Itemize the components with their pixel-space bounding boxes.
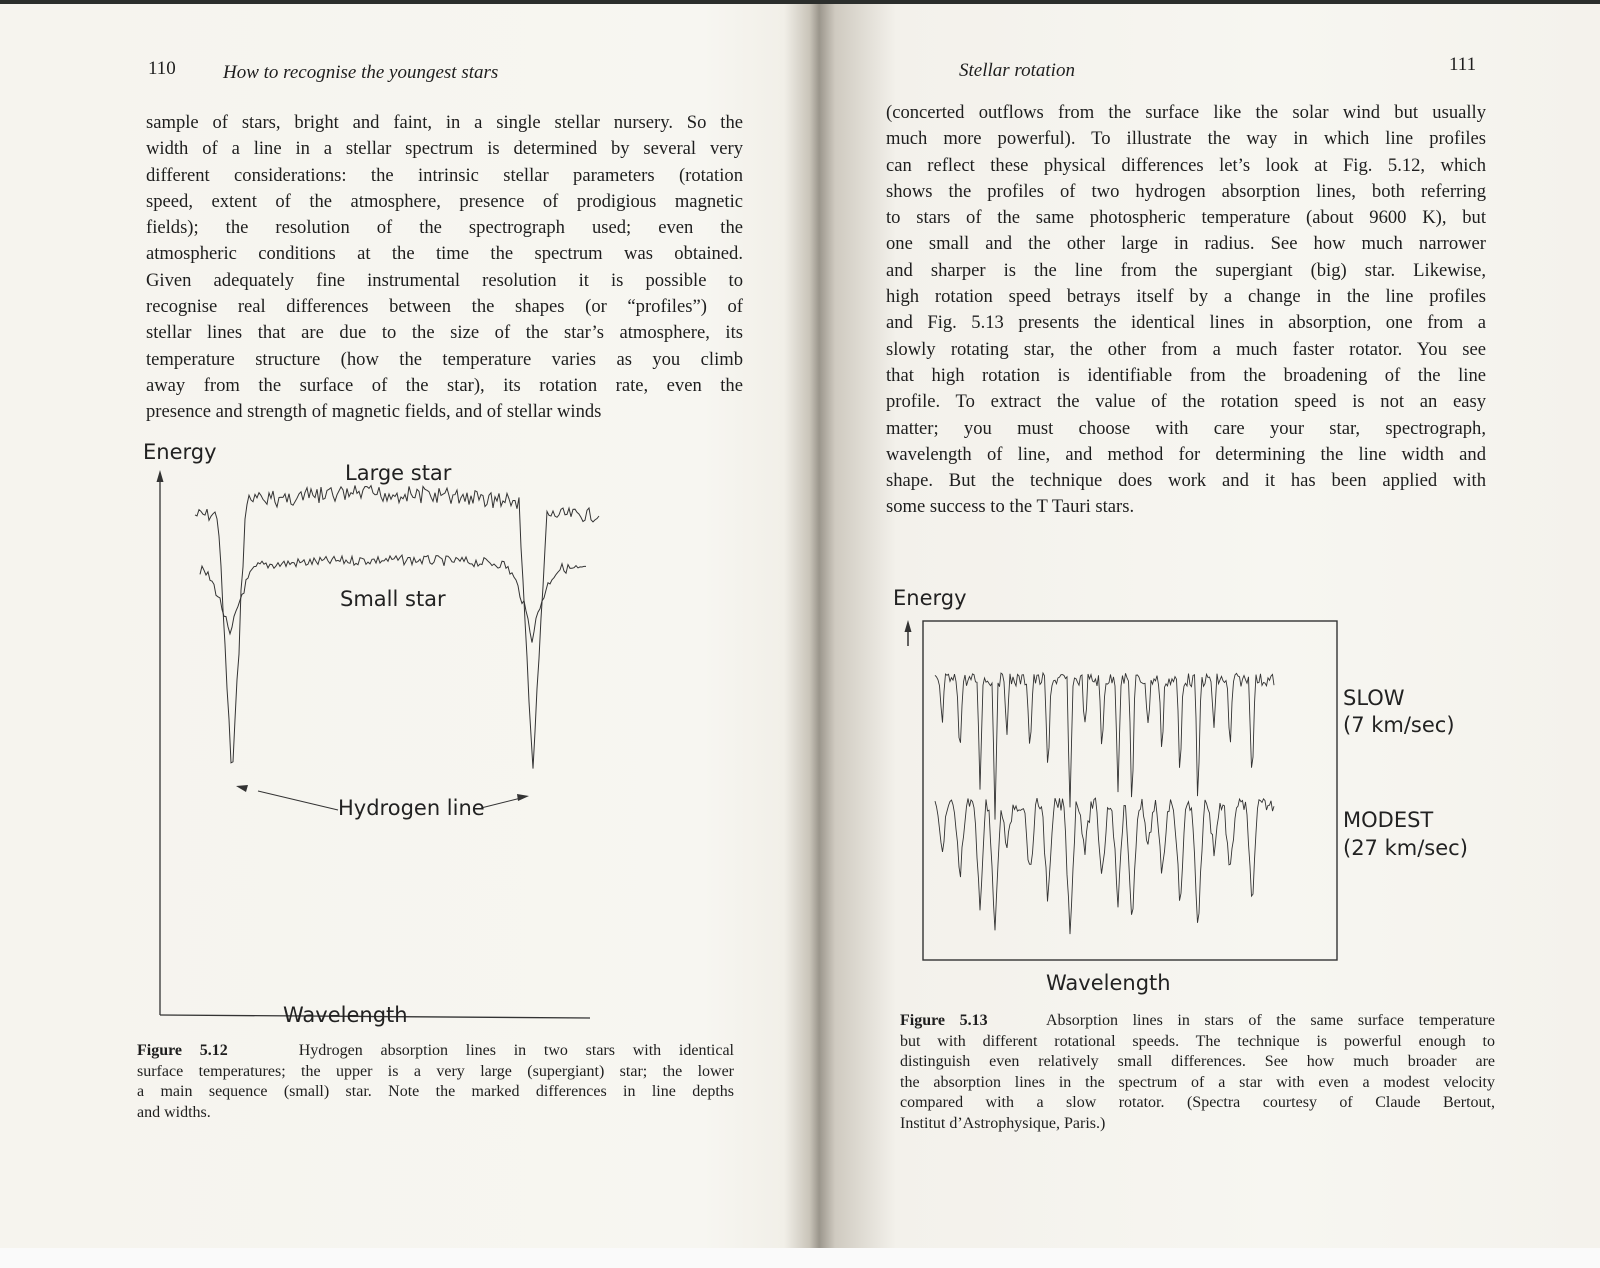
- text-line: shape. But the technique does work and it has been applied with: [886, 470, 1486, 492]
- arrowhead-right-icon: [517, 794, 529, 801]
- arrowhead-left-icon: [236, 785, 248, 792]
- scan-top-edge: [0, 0, 1600, 4]
- left-running-head-text: How to recognise the youngest stars: [223, 62, 499, 83]
- slow-speed-label: (7 km/sec): [1343, 713, 1455, 737]
- caption-line: Institut d’Astrophysique, Paris.): [900, 1114, 1106, 1132]
- text-line: different considerations: the intrinsic stellar parameters (rotation: [146, 164, 743, 186]
- small-star-label: Small star: [340, 587, 446, 611]
- caption-line: distinguish even relatively small differences. See how much broader are: [900, 1053, 1495, 1070]
- modest-label: MODEST: [1343, 808, 1434, 832]
- caption-line: a main sequence (small) star. Note the marked differences in line depths: [137, 1083, 734, 1100]
- caption-line: compared with a slow rotator. (Spectra courtesy of Claude Bertout,: [900, 1094, 1495, 1111]
- figure-5-13-caption: [900, 1011, 1495, 1134]
- slow-rotator-spectrum: [935, 673, 1274, 820]
- figure-number: Figure 5.12: [137, 1042, 228, 1059]
- caption-line: but with different rotational speeds. The technique is powerful enough to: [900, 1032, 1495, 1050]
- text-line: can reflect these physical differences let’s look at Fig. 5.12, which: [886, 154, 1486, 176]
- text-line: wavelength of line, and method for determining the line width and: [886, 443, 1486, 465]
- text-line: and sharper is the line from the supergiant (big) star. Likewise,: [886, 259, 1486, 281]
- left-paragraph: [146, 110, 743, 426]
- left-page-number: 110: [148, 58, 176, 79]
- text-line: shows the profiles of two hydrogen absorption lines, both referring: [886, 180, 1486, 202]
- text-line: one small and the other large in radius. See how much narrower: [886, 233, 1486, 255]
- right-paragraph: [886, 100, 1486, 521]
- slow-label: SLOW: [1343, 686, 1405, 710]
- fig512-x-label: Wavelength: [283, 1003, 408, 1027]
- fig513-frame: [923, 621, 1337, 960]
- text-line: temperature structure (how the temperature varies as you climb: [146, 348, 743, 370]
- caption-line: the absorption lines in the spectrum of a star with even a modest velocity: [900, 1073, 1495, 1091]
- modest-speed-label: (27 km/sec): [1343, 836, 1468, 860]
- text-line: that high rotation is identifiable from the broadening of the line: [886, 364, 1486, 386]
- right-running-head: [959, 60, 1075, 82]
- text-line: width of a line in a stellar spectrum is determined by several very: [146, 138, 743, 160]
- scan-bottom-edge: [0, 1248, 1600, 1268]
- text-line: and Fig. 5.13 presents the identical lines in absorption, one from a: [886, 312, 1486, 334]
- text-line: presence and strength of magnetic fields, and of stellar winds: [146, 401, 602, 423]
- hydrogen-line-label: Hydrogen line: [338, 796, 485, 820]
- fig512-y-label: Energy: [143, 440, 217, 464]
- caption-line: and widths.: [137, 1103, 211, 1121]
- caption-text: Absorption lines in stars of the same surface temperature: [1045, 1012, 1495, 1029]
- text-line: recognise real differences between the shapes (or “profiles”) of: [146, 296, 743, 318]
- text-line: speed, extent of the atmosphere, presence of prodigious magnetic: [146, 190, 743, 212]
- hydrogen-line-arrow-left: [258, 791, 338, 810]
- figure-5-12: [140, 440, 760, 1040]
- text-line: to stars of the same photospheric temperature (about 9600 K), but: [886, 207, 1486, 229]
- text-line: slowly rotating star, the other from a much faster rotator. You see: [886, 338, 1486, 360]
- text-line: much more powerful). To illustrate the way in which line profiles: [886, 128, 1486, 150]
- text-line: high rotation speed betrays itself by a change in the line profiles: [886, 286, 1486, 308]
- large-star-label: Large star: [345, 461, 452, 485]
- fig513-y-label: Energy: [893, 586, 967, 610]
- figure-5-13: [880, 600, 1350, 970]
- text-line: fields); the resolution of the spectrograph used; even the: [146, 217, 743, 239]
- figure-number: Figure 5.13: [900, 1012, 988, 1029]
- caption-line: [900, 1011, 1495, 1032]
- caption-text: Hydrogen absorption lines in two stars with identical: [298, 1042, 734, 1059]
- fig513-x-label: Wavelength: [1046, 971, 1171, 995]
- text-line: some success to the T Tauri stars.: [886, 496, 1135, 518]
- caption-line: surface temperatures; the upper is a very large (supergiant) star; the lower: [137, 1062, 734, 1080]
- text-line: matter; you must choose with care your star, spectrograph,: [886, 417, 1486, 439]
- caption-line: [137, 1041, 734, 1062]
- text-line: (concerted outflows from the surface like the solar wind but usually: [886, 102, 1486, 123]
- text-line: Given adequately fine instrumental resolution it is possible to: [146, 269, 743, 291]
- fig512-y-arrow-icon: [157, 470, 164, 482]
- text-line: sample of stars, bright and faint, in a single stellar nursery. So the: [146, 112, 743, 133]
- right-running-head-text: Stellar rotation: [959, 60, 1075, 81]
- left-running-head: [223, 62, 498, 84]
- figure-5-12-caption: [137, 1041, 734, 1123]
- text-line: away from the surface of the star), its rotation rate, even the: [146, 374, 743, 396]
- modest-rotator-spectrum: [935, 798, 1274, 934]
- text-line: atmospheric conditions at the time the spectrum was obtained.: [146, 243, 743, 265]
- text-line: profile. To extract the value of the rotation speed is not an easy: [886, 391, 1486, 413]
- right-page-number: 111: [1449, 54, 1477, 75]
- large-star-profile: [195, 486, 599, 769]
- text-line: stellar lines that are due to the size of the star’s atmosphere, its: [146, 322, 743, 344]
